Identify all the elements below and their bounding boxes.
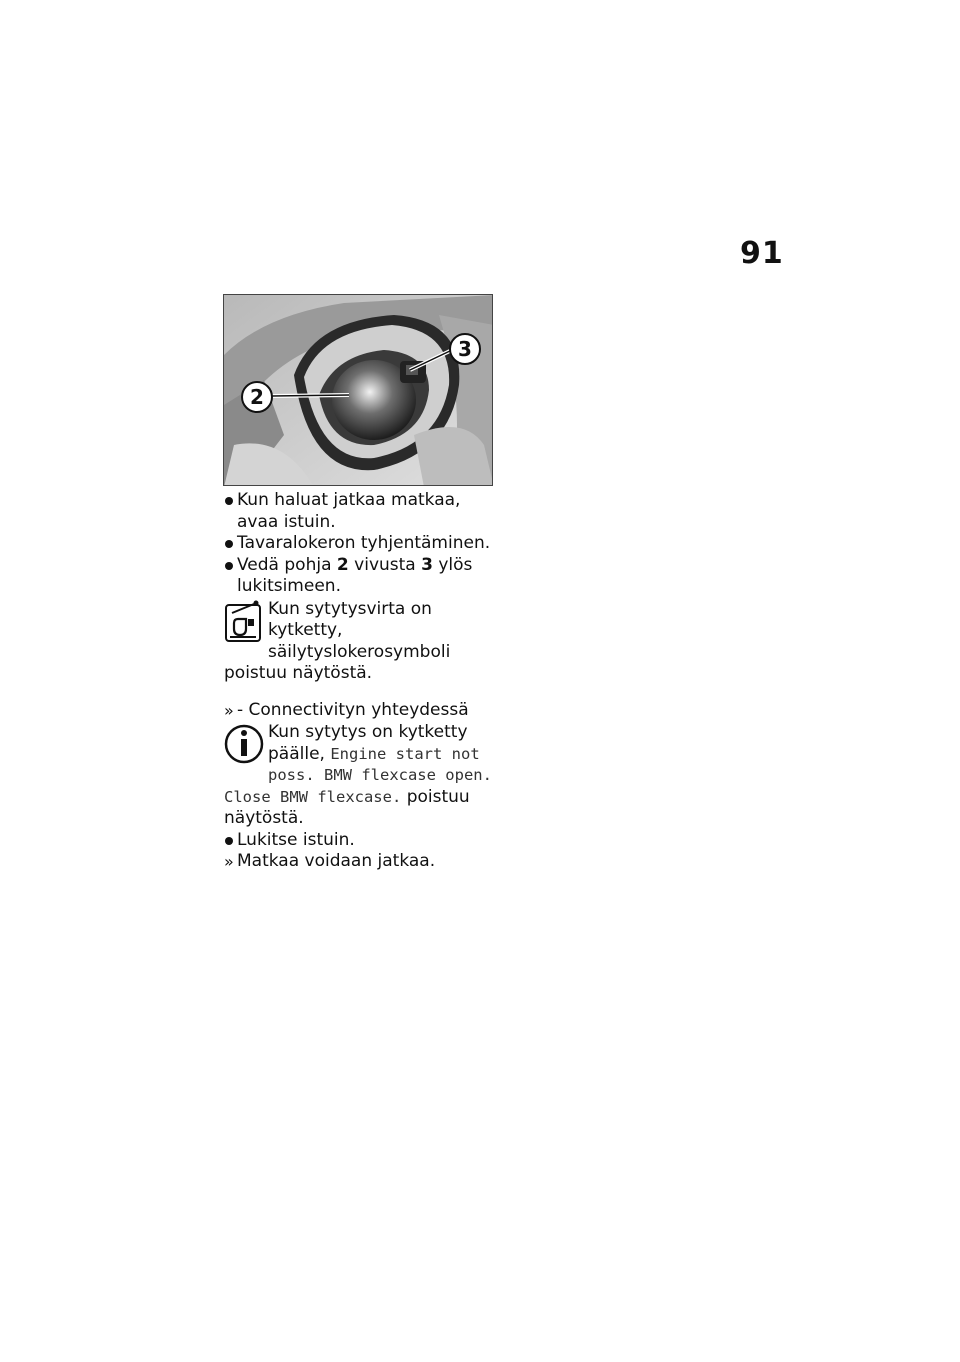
- note-flexcase-message: Kun sytytys on kytketty päälle, Engine start not poss. BMW flexcase open. Close BMW flexcase. poistuu näytöstä.: [224, 722, 492, 828]
- storage-compartment-photo: [223, 294, 493, 486]
- info-icon: [224, 722, 264, 766]
- note-storage-symbol: Kun sytytysvirta on kytketty, säilytyslokerosymboli poistuu näytöstä.: [224, 598, 451, 683]
- callout-2: [242, 382, 272, 412]
- display-message: Engine start not poss. BMW flexcase open. Close BMW flexcase.: [224, 744, 492, 806]
- step-2: Tavaralokeron tyhjentäminen.: [224, 533, 499, 555]
- result-continue: » Matkaa voidaan jatkaa.: [224, 851, 436, 871]
- page-number: 91: [740, 236, 784, 271]
- photo-illustration: [224, 295, 493, 486]
- instructions: [224, 490, 499, 873]
- callout-3: [450, 334, 480, 364]
- svg-text:3: 3: [458, 337, 472, 361]
- step-4: Lukitse istuin.: [224, 830, 499, 852]
- step-3: Vedä pohja 2 vivusta 3 ylös lukitsimeen.: [224, 555, 499, 598]
- result-connectivity: » - Connectivityn yhteydessä: [224, 699, 469, 720]
- storage-compartment-icon: [224, 599, 264, 643]
- svg-text:2: 2: [250, 385, 264, 409]
- step-1: Kun haluat jatkaa matkaa, avaa istuin.: [224, 490, 499, 533]
